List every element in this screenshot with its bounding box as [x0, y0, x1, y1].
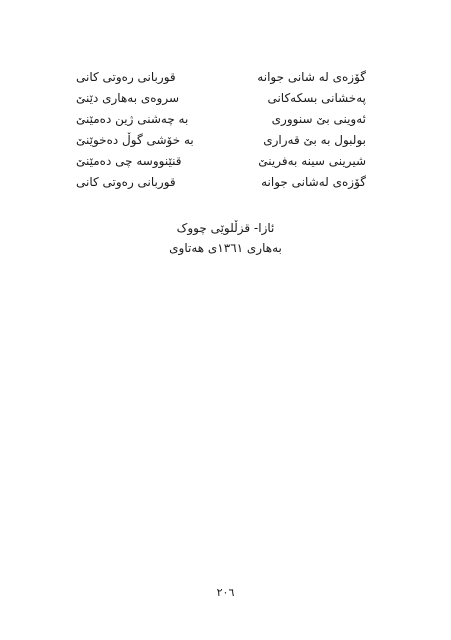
poem-signature [0, 218, 451, 258]
poem-line-second-hemistich: قنێنووسە چی دەمێنێ [76, 154, 182, 168]
poem-line [76, 88, 366, 109]
poem-line [76, 151, 366, 172]
poem-line-second-hemistich: قوربانی رەوتی کانی [76, 70, 176, 84]
poem-line-first-hemistich: شیرینی سینە بەفرینێ [258, 154, 366, 168]
poem-line [76, 67, 366, 88]
poem-line-first-hemistich: بولبول بە بێ قەراری [263, 133, 366, 147]
poem-line [76, 109, 366, 130]
poem-line [76, 130, 366, 151]
poem-line [76, 172, 366, 193]
composition-date: بەهاری ١٣٦١ی هەتاوی [169, 241, 282, 255]
poem-line-first-hemistich: گۆزەی لە شانی جوانە [257, 70, 366, 84]
poem-line-second-hemistich: سروەی بەهاری دێنێ [76, 91, 180, 105]
page-number: ٢٠٦ [216, 586, 235, 599]
poem [76, 67, 366, 193]
poem-line-second-hemistich: بە چەشنی ژین دەمێنێ [76, 112, 189, 126]
poem-line-second-hemistich: قوربانی رەوتی کانی [76, 175, 176, 189]
poem-line-first-hemistich: پەخشانی بسکەکانی [267, 91, 366, 105]
poem-line-second-hemistich: بە خۆشی گوڵ دەخوێنێ [76, 133, 194, 147]
poem-line-first-hemistich: گۆزەی لەشانی جوانە [261, 175, 366, 189]
author-name: ئازا- قزڵلوێی چووک [176, 221, 275, 235]
poem-line-first-hemistich: ئەوینی بێ سنووری [271, 112, 366, 126]
